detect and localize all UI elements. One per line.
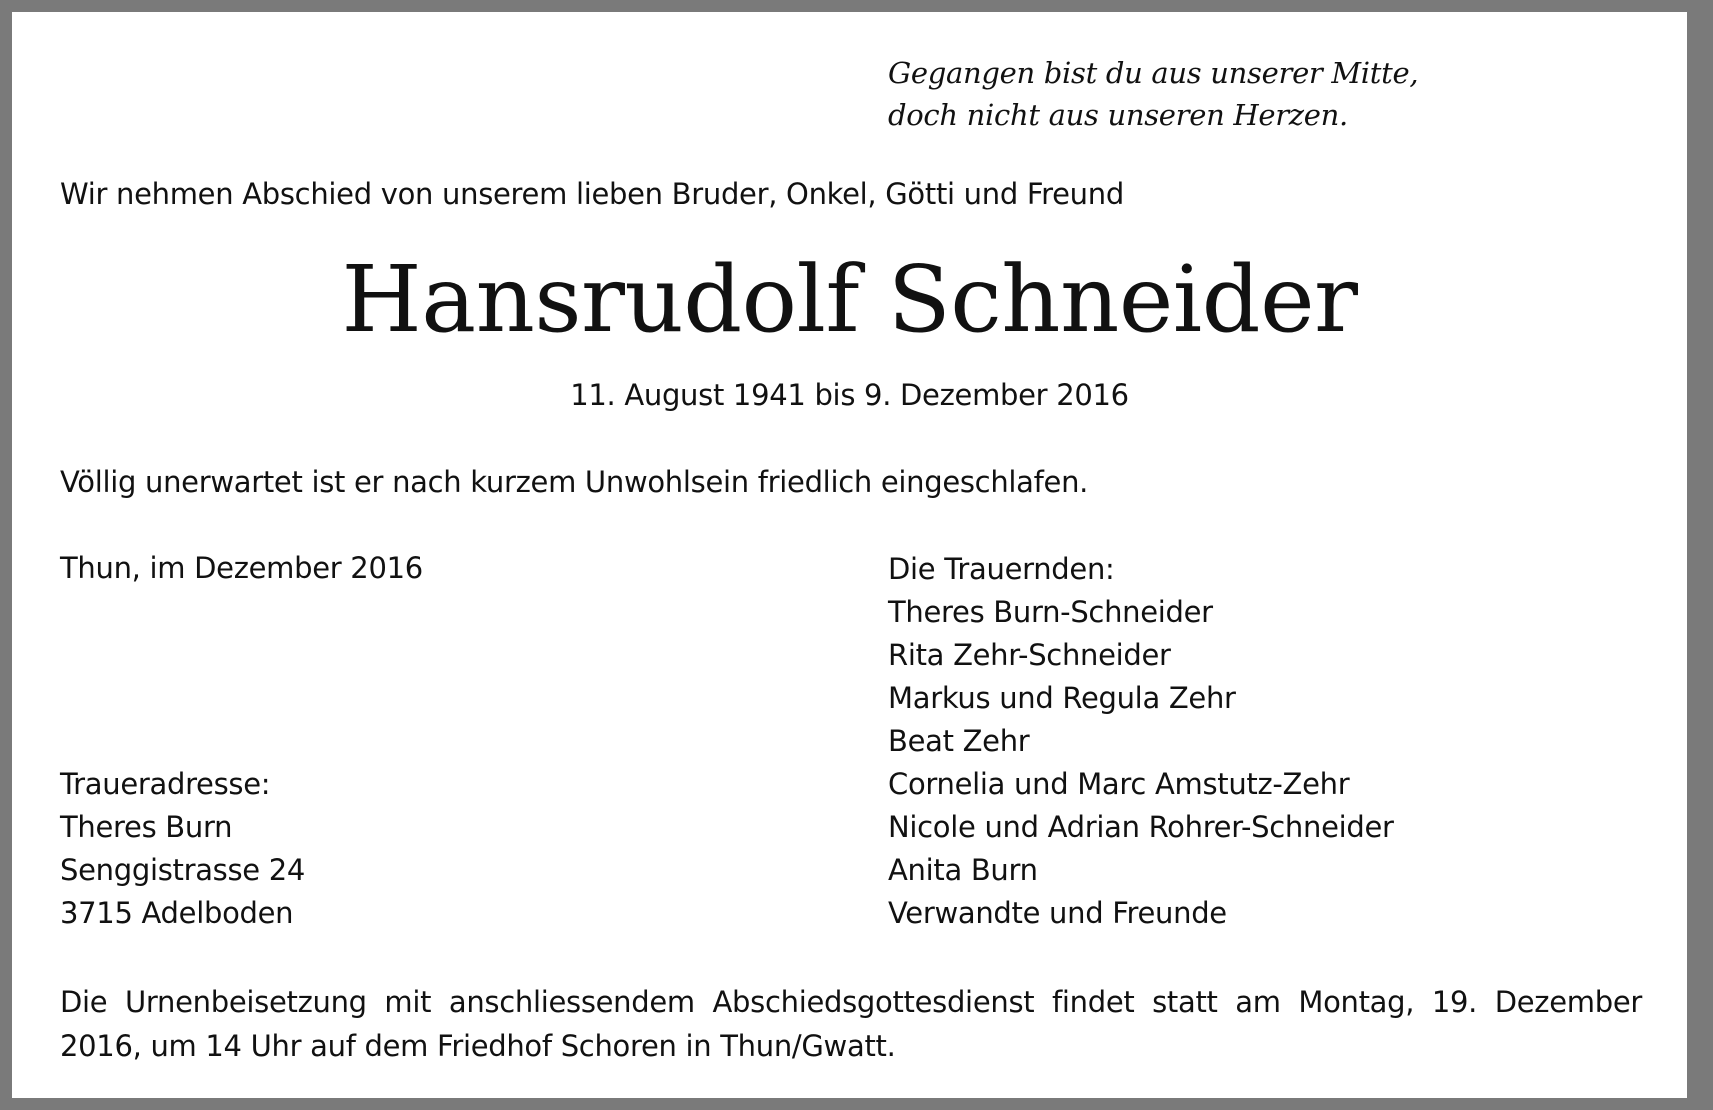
deceased-name: Hansrudolf Schneider: [341, 246, 1358, 353]
funeral-line-2: 2016, um 14 Uhr auf dem Friedhof Schoren in Thun/Gwatt.: [60, 1029, 896, 1063]
address-city: 3715 Adelboden: [60, 896, 294, 930]
funeral-line-1: Die Urnenbeisetzung mit anschliessendem Abschiedsgottesdienst findet statt am Montag, 19. Dezember: [60, 985, 1642, 1019]
address-name: Theres Burn: [60, 810, 233, 844]
mourner-name: Anita Burn: [888, 853, 1038, 887]
funeral-announcement: [60, 980, 1642, 1068]
mourner-name: Nicole und Adrian Rohrer-Schneider: [888, 810, 1394, 844]
mourner-name: Verwandte und Freunde: [888, 896, 1227, 930]
life-dates: 11. August 1941 bis 9. Dezember 2016: [570, 378, 1129, 412]
mourning-address: [60, 763, 305, 935]
mourner-name: Rita Zehr-Schneider: [888, 638, 1171, 672]
address-label: Traueradresse:: [60, 767, 271, 801]
address-street: Senggistrasse 24: [60, 853, 306, 887]
mourner-name: Cornelia und Marc Amstutz-Zehr: [888, 767, 1350, 801]
mourners-list: [888, 548, 1394, 935]
motto-line-1: Gegangen bist du aus unserer Mitte,: [888, 56, 1419, 90]
mourners-label: Die Trauernden:: [888, 552, 1115, 586]
mourner-name: Theres Burn-Schneider: [888, 595, 1213, 629]
intro-text: Wir nehmen Abschied von unserem lieben Bruder, Onkel, Götti und Freund: [60, 177, 1124, 211]
mourner-name: Markus und Regula Zehr: [888, 681, 1236, 715]
motto-line-2: doch nicht aus unseren Herzen.: [888, 98, 1348, 132]
place-date: Thun, im Dezember 2016: [60, 551, 423, 585]
obituary-notice: [12, 12, 1687, 1098]
mourner-name: Beat Zehr: [888, 724, 1030, 758]
motto-quote: [888, 52, 1418, 136]
passing-sentence: Völlig unerwartet ist er nach kurzem Unwohlsein friedlich eingeschlafen.: [60, 465, 1089, 499]
